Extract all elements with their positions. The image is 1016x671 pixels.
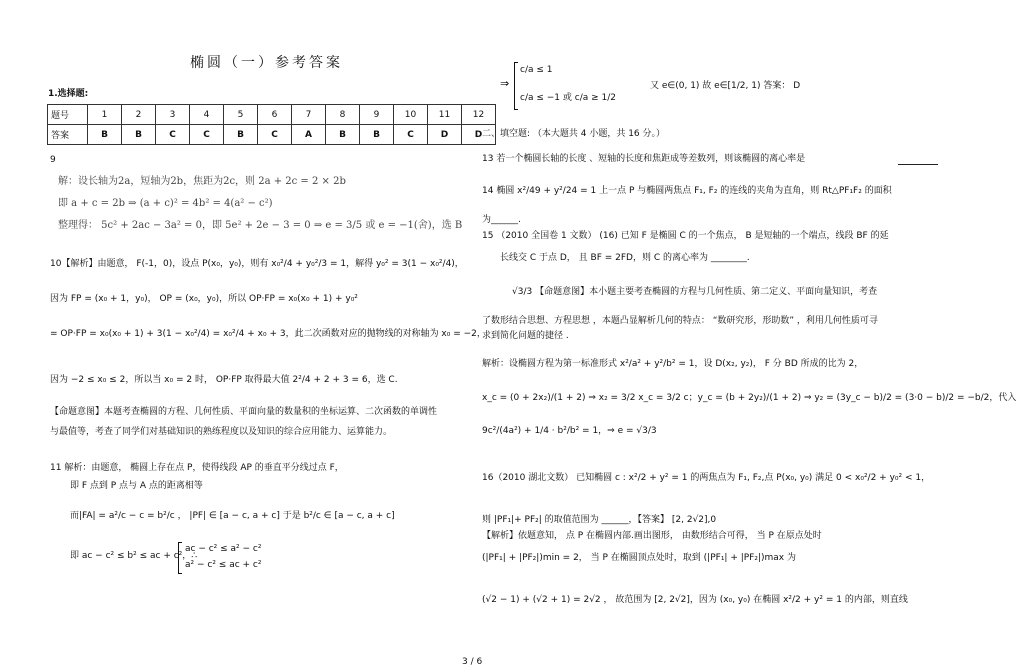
q13-stem: 13 若一个椭圆长轴的长度 、短轴的长度和焦距成等差数列，则该椭圆的离心率是: [482, 154, 806, 164]
table-header-label: 题号: [48, 105, 88, 125]
q16-line: (|PF₁| + |PF₂|)min = 2， 当 P 在椭圆顶点处时，取到 (|PF₁| + |PF₂|)max 为: [482, 553, 796, 563]
table-cell: 6: [258, 105, 292, 125]
q15-line: 求到简化问题的捷径 .: [482, 331, 569, 341]
system-brace: [514, 62, 518, 110]
table-cell: 10: [394, 105, 428, 125]
table-cell: A: [292, 125, 326, 145]
q15-line: 9c²/(4a²) + 1/4 · b²/b² = 1，⇒ e = √3/3: [482, 426, 657, 436]
table-cell: 1: [88, 105, 122, 125]
condition-line: c/a ≤ 1: [520, 65, 553, 75]
system-brace: [178, 542, 182, 574]
q14-line: 为______.: [482, 215, 521, 225]
q15-line: 解析：设椭圆方程为第一标准形式 x²/a² + y²/b² = 1，设 D(x₂, y₂)， F 分 BD 所成的比为 2，: [482, 359, 864, 369]
table-row: [48, 105, 496, 125]
q16-stem: 则 |PF₁|+ PF₂| 的取值范围为 ______，【答案】: [482, 515, 670, 525]
implies-arrow: ⇒: [500, 77, 510, 90]
table-cell: B: [360, 125, 394, 145]
q15-line: 15 （2010 全国卷 1 文数） (16) 已知 F 是椭圆 C 的一个焦点， B 是短轴的一个端点，线段 BF 的延: [482, 231, 889, 241]
q10-line: 10【解析】由题意， F(-1，0)，设点 P(x₀，y₀)，则有 x₀²/4 + y₀²/3 = 1，解得 y₀² = 3(1 − x₀²/4)，: [50, 259, 464, 269]
q15-line: 长线交 C 于点 D， 且 BF = 2FD，则 C 的离心率为 ________.: [500, 253, 750, 263]
q15-line: x_c = (0 + 2x₂)/(1 + 2) ⇒ x₂ = 3/2 x_c = 3/2 c；y_c = (b + 2y₂)/(1 + 2) ⇒ y₂ = (3y_c − b)/2 = (3·0 − b)/2 = −b/2，代入: [482, 393, 1016, 403]
q15-line: 了数形结合思想、方程思想 ，本题凸显解析几何的特点： “数研究形，形助数” ，利用几何性质可寻: [482, 316, 878, 326]
table-cell: 9: [360, 105, 394, 125]
q16-line: 【解析】依题意知， 点 P 在椭圆内部.画出图形， 由数形结合可得， 当 P 在原点处时: [482, 531, 822, 541]
q11-system-line: a² − c² ≤ ac + c²: [185, 560, 262, 570]
table-cell: C: [190, 125, 224, 145]
q11-line: 即 F 点到 P 点与 A 点的距离相等: [70, 481, 203, 491]
section-fill-heading: 二、填空题: （本大题共 4 小题，共 16 分。）: [482, 129, 666, 139]
q10-line: = OP·FP = x₀(x₀ + 1) + 3(1 − x₀²/4) = x₀²/4 + x₀ + 3，此二次函数对应的抛物线的对称轴为 x₀ = −2，: [50, 329, 486, 339]
table-cell: B: [122, 125, 156, 145]
table-cell: D: [428, 125, 462, 145]
page-number: 3 / 6: [462, 657, 483, 667]
table-cell: B: [326, 125, 360, 145]
table-cell: C: [394, 125, 428, 145]
q11-line: 即 ac − c² ≤ b² ≤ ac + c²，∴: [70, 551, 197, 561]
q11-system-line: ac − c² ≤ a² − c²: [185, 544, 262, 554]
table-cell: 7: [292, 105, 326, 125]
q14-line: 14 椭圆 x²/49 + y²/24 = 1 上一点 P 与椭圆两焦点 F₁, F₂ 的连线的夹角为直角，则 Rt△PF₁F₂ 的面积: [482, 186, 892, 196]
q10-line: 【命题意图】本题考查椭圆的方程、几何性质、平面向量的数量积的坐标运算、二次函数的单调性: [50, 407, 438, 417]
q9-line: 整理得： 5c² + 2ac − 3a² = 0，即 5e² + 2e − 3 = 0 ⇒ e = 3/5 或 e = −1(舍)，选 B: [58, 220, 463, 231]
table-cell: 8: [326, 105, 360, 125]
q16-line: [482, 514, 716, 526]
table-cell: C: [258, 125, 292, 145]
section-choice-heading: 1.选择题:: [48, 89, 89, 99]
q16-answer: [2, 2√2],0: [671, 515, 717, 525]
table-cell: 2: [122, 105, 156, 125]
page-title: 椭圆（一）参考答案: [190, 55, 343, 71]
table-cell: 5: [224, 105, 258, 125]
table-cell: 4: [190, 105, 224, 125]
q10-line: 因为 FP = (x₀ + 1，y₀)， OP = (x₀，y₀)，所以 OP·FP = x₀(x₀ + 1) + y₀²: [50, 294, 358, 304]
table-cell: C: [156, 125, 190, 145]
q16-line: (√2 − 1) + (√2 + 1) = 2√2 ， 故范围为 [2, 2√2]，因为 (x₀, y₀) 在椭圆 x²/2 + y² = 1 的内部，则直线: [482, 595, 908, 605]
table-cell: 12: [462, 105, 496, 125]
table-answer-label: 答案: [48, 125, 88, 145]
table-cell: B: [224, 125, 258, 145]
answer-blank: [898, 155, 938, 165]
q9-line: 解：设长轴为2a，短轴为2b，焦距为2c，则 2a + 2c = 2 × 2b: [58, 176, 346, 187]
table-cell: 3: [156, 105, 190, 125]
table-row: [48, 125, 496, 145]
q11-line: 而|FA| = a²/c − c = b²/c ， |PF| ∈ [a − c, a + c] 于是 b²/c ∈ [a − c, a + c]: [70, 511, 395, 521]
q10-line: 与最值等，考查了同学们对基础知识的熟练程度以及知识的综合应用能力、运算能力。: [50, 427, 393, 437]
q13-text: [482, 153, 938, 165]
q16-line: 16（2010 湖北文数） 已知椭圆 c : x²/2 + y² = 1 的两焦点为 F₁, F₂,点 P(x₀, y₀) 满足 0 < x₀²/2 + y₀² < 1，: [482, 473, 931, 483]
condition-line: c/a ≤ −1 或 c/a ≥ 1/2: [520, 93, 616, 103]
q10-line: 因为 −2 ≤ x₀ ≤ 2，所以当 x₀ = 2 时， OP·FP 取得最大值 2²/4 + 2 + 3 = 6，选 C.: [50, 375, 398, 385]
q9-line: 即 a + c = 2b ⇒ (a + c)² = 4b² = 4(a² − c²): [58, 198, 273, 209]
q15-line: √3/3 【命题意图】本小题主要考查椭圆的方程与几何性质、第二定义、平面向量知识，考查: [512, 287, 878, 297]
q9-number: 9: [50, 155, 56, 165]
table-cell: B: [88, 125, 122, 145]
q11-line: 11 解析：由题意， 椭圆上存在点 P，使得线段 AP 的垂直平分线过点 F，: [50, 463, 344, 473]
table-cell: D: [462, 125, 496, 145]
table-cell: 11: [428, 105, 462, 125]
answer-conclusion: 又 e∈(0, 1) 故 e∈[1/2, 1) 答案： D: [650, 81, 801, 91]
answer-table: [47, 104, 496, 145]
